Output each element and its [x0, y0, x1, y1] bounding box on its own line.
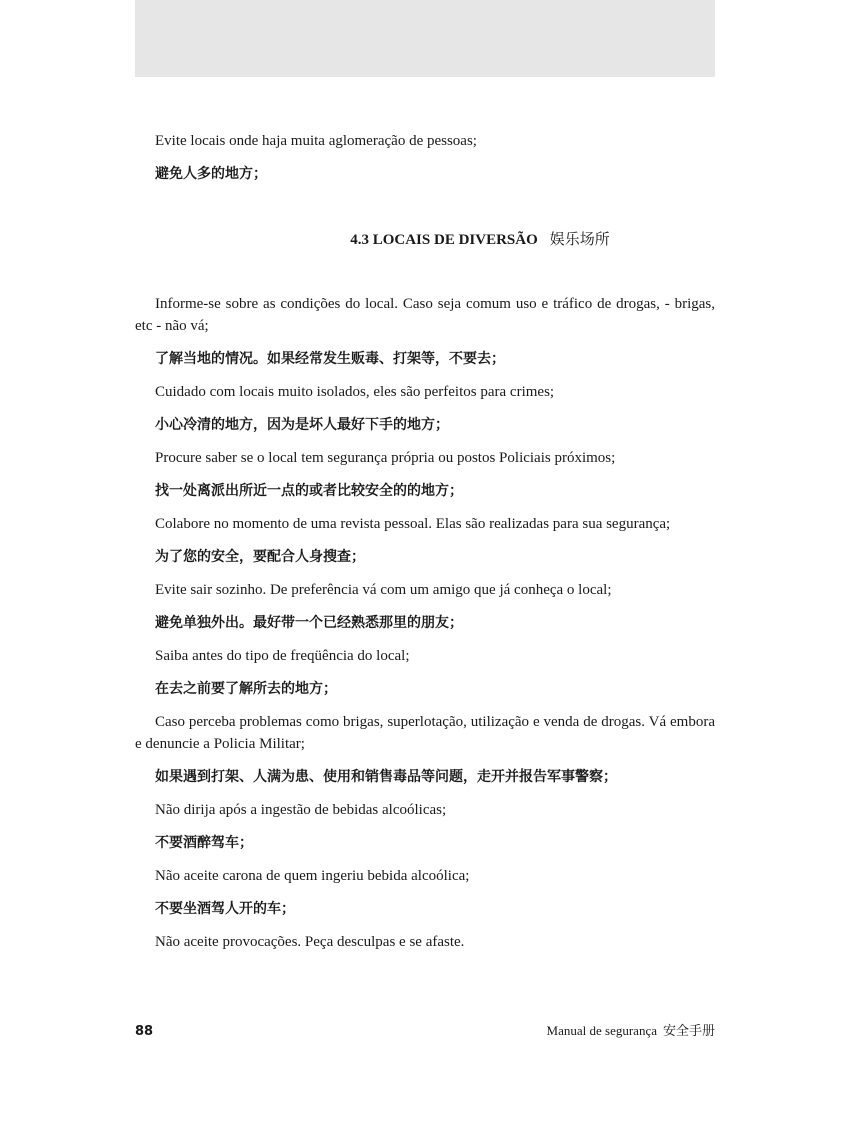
paragraph-zh: 小心冷清的地方，因为是坏人最好下手的地方； — [155, 417, 449, 433]
intro-paragraph-pt: Evite locais onde haja muita aglomeração de pessoas; — [155, 133, 477, 149]
paragraph-zh: 了解当地的情况。如果经常发生贩毒、打架等，不要去； — [155, 351, 505, 367]
running-title-zh: 安全手册 — [662, 1024, 715, 1039]
intro-paragraph-zh: 避免人多的地方； — [155, 166, 267, 182]
paragraph-pt: Saiba antes do tipo de freqüência do local; — [155, 648, 410, 664]
paragraph-pt: Caso perceba problemas como brigas, superlotação, utilização e venda de drogas. Vá embora e denuncie a Policia Militar; — [135, 714, 715, 752]
running-title-pt: Manual de segurança — [546, 1023, 657, 1038]
page-footer — [135, 1020, 715, 1039]
paragraph-pt: Não aceite carona de quem ingeriu bebida alcoólica; — [155, 868, 470, 884]
paragraph-pt: Evite sair sozinho. De preferência vá com um amigo que já conheça o local; — [155, 582, 612, 598]
paragraph-zh: 为了您的安全，要配合人身搜查； — [155, 549, 365, 565]
paragraph-pt: Colabore no momento de uma revista pessoal. Elas são realizadas para sua segurança; — [155, 516, 671, 532]
paragraph-zh: 不要坐酒驾人开的车； — [155, 901, 295, 917]
section-heading — [135, 228, 715, 249]
page-number: 88 — [135, 1024, 154, 1039]
page-content — [135, 130, 715, 964]
paragraph-zh: 找一处离派出所近一点的或者比较安全的的地方； — [155, 483, 463, 499]
section-title-zh: 娱乐场所 — [549, 230, 610, 248]
paragraph-pt: Informe-se sobre as condições do local. Caso seja comum uso e tráfico de drogas, - brigas, etc - não vá; — [135, 296, 715, 334]
running-title — [547, 1020, 715, 1039]
header-band — [135, 0, 715, 77]
paragraph-zh: 避免单独外出。最好带一个已经熟悉那里的朋友； — [155, 615, 463, 631]
paragraph-pt: Não dirija após a ingestão de bebidas alcoólicas; — [155, 802, 447, 818]
paragraph-zh: 在去之前要了解所去的地方； — [155, 681, 337, 697]
paragraph-pt: Cuidado com locais muito isolados, eles são perfeitos para crimes; — [155, 384, 555, 400]
paragraph-pt: Procure saber se o local tem segurança própria ou postos Policiais próximos; — [155, 450, 616, 466]
paragraph-pt: Não aceite provocações. Peça desculpas e se afaste. — [155, 934, 465, 950]
section-title-pt: 4.3 LOCAIS DE DIVERSÃO — [350, 232, 538, 248]
paragraph-zh: 不要酒醉驾车； — [155, 835, 253, 851]
section-body — [135, 293, 715, 953]
paragraph-zh: 如果遇到打架、人满为患、使用和销售毒品等问题，走开并报告军事警察； — [155, 769, 617, 785]
